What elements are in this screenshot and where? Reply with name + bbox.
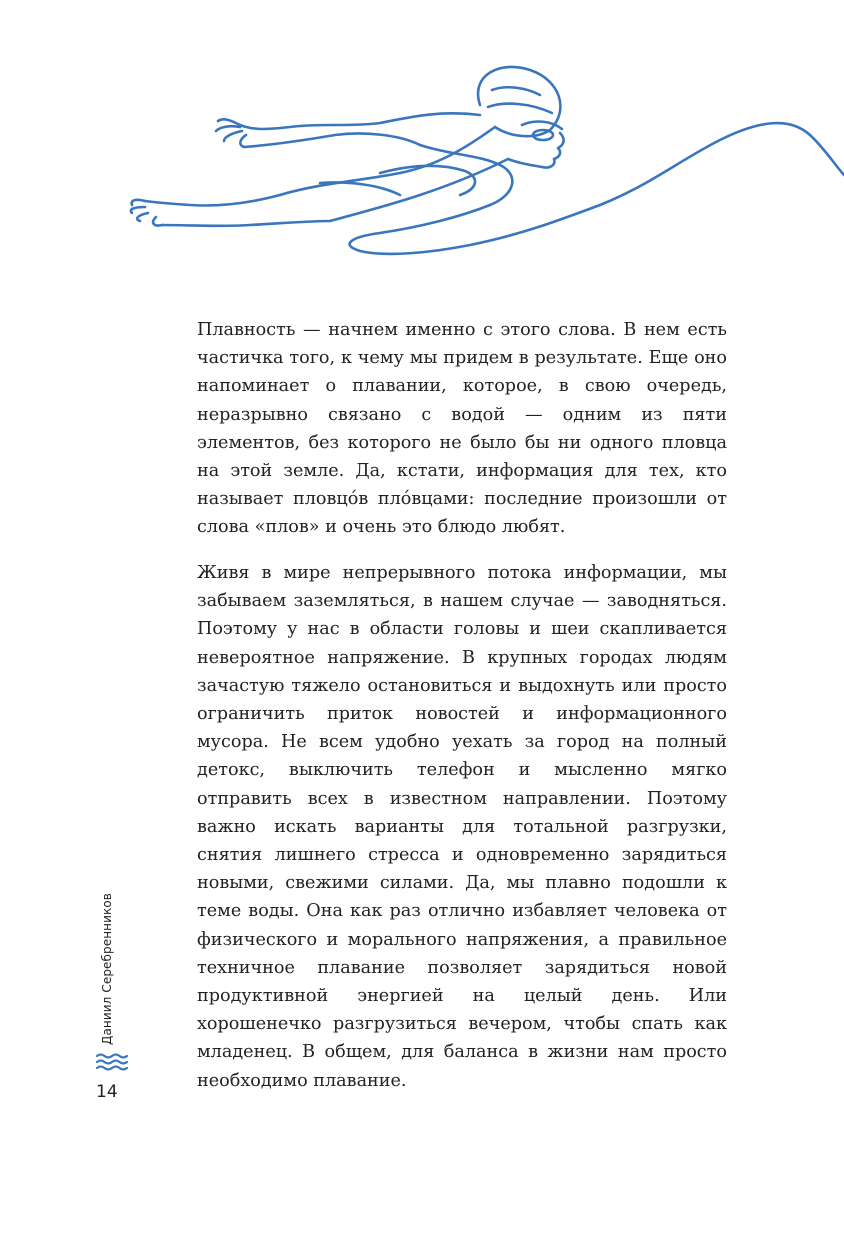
swimmer-illustration-icon <box>120 55 844 265</box>
waves-icon <box>96 1052 128 1072</box>
page-number: 14 <box>96 1082 118 1102</box>
body-paragraph-1: Плавность — начнем именно с этого слова. В нем есть частичка того, к чему мы придем в результате. Еще оно напоминает о плавании, которое, в свою очередь, неразрывно связано с водой — одним из пяти элементов, без которого не было бы ни одного пловца на этой земле. Да, кстати, информация для тех, кто называет пловцóв плóвцами: последние произошли от слова «плов» и очень это блюдо любят. <box>197 320 727 538</box>
author-name: Даниил Серебренников <box>100 893 114 1045</box>
body-paragraph-2: Живя в мире непрерывного потока информации, мы забываем заземляться, в нашем случае — заводняться. Поэтому у нас в области головы и шеи скапливается невероятное напряжение. В крупных городах людям зачастую тяжело остановиться и выдохнуть или просто ограничить приток новостей и информационного мусора. Не всем удобно уехать за город на полный детокс, выключить телефон и мысленно мягко отправить всех в известном направлении. Поэтому важно искать варианты для тотальной разгрузки, снятия лишнего стресса и одновременно зарядиться новыми, свежими силами. Да, мы плавно подошли к теме воды. Она как раз отлично избавляет человека от физического и морального напряжения, а правильное техничное плавание позволяет зарядиться новой продуктивной энергией на целый день. Или хорошенечко разгрузиться вечером, чтобы спать как младенец. В общем, для баланса в жизни нам просто необходимо плавание. <box>197 563 727 1091</box>
